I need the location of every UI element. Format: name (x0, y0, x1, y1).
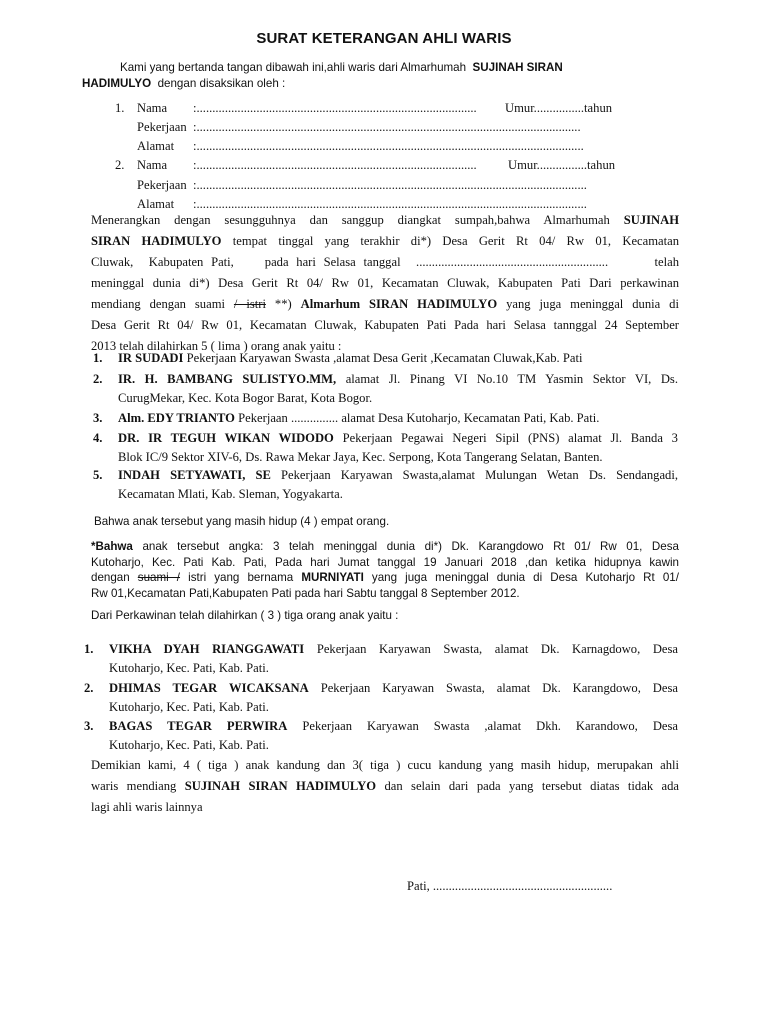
list-item (118, 466, 678, 484)
declaration-text: Menerangkan dengan sesungguhnya dan sanggup diangkat sumpah,bahwa Almarhumah (91, 213, 610, 227)
grandchild-detail-cont: Kutoharjo, Kec. Pati, Kab. Pati. (109, 661, 269, 675)
child-name: IR. H. BAMBANG SULISTYO.MM, (118, 372, 337, 386)
child-death-text: anak tersebut angka: 3 telah meninggal dunia di*) Dk. Karangdowo Rt 01/ Rw 01, Desa (142, 540, 679, 553)
closing-line-3: lagi ahli waris lainnya (91, 800, 203, 814)
child-detail: Pekerjaan Pegawai Negeri Sipil (PNS) alamat Jl. Banda 3 (342, 431, 678, 445)
child-death-line-2: Kutoharjo, Kec. Pati Kab. Pati, Pada hari Jumat tanggal 19 Januari 2018 ,dan ketika hidupnya kawin (91, 555, 679, 569)
witness-number: 2. (115, 158, 125, 172)
struck-text: suami / (137, 571, 181, 584)
child-death-text: yang juga meninggal dunia di Desa Kutoharjo Rt 01/ (371, 571, 679, 584)
declaration-line-6: Desa Gerit Rt 04/ Rw 01, Kecamatan Cluwak, Kabupaten Pati Pada hari Selasa tannggal 24 September (91, 318, 679, 332)
witness-number: 1. (115, 101, 125, 115)
witness-nama-label: Nama (137, 101, 168, 115)
intro-line-1 (120, 60, 680, 76)
child-detail: alamat Jl. Pinang VI No.10 TM Yasmin Sektor VI, Ds. (345, 372, 678, 386)
child-detail-cont: CurugMekar, Kec. Kota Bogor Barat, Kota Bogor. (118, 391, 373, 405)
deceased-name: SUJINAH SIRAN HADIMULYO (184, 779, 377, 793)
child-detail-cont: Blok IC/9 Sektor XIV-6, Ds. Rawa Mekar Jaya, Kec. Serpong, Kota Tangerang Selatan, Banten. (118, 450, 603, 464)
closing-line-1: Demikian kami, 4 ( tiga ) anak kandung dan 3( tiga ) cucu kandung yang masih hidup, merupakan ahli (91, 758, 679, 772)
child-detail: Pekerjaan Karyawan Swasta,alamat Mulungan Wetan Ds. Sendangadi, (281, 468, 678, 482)
list-number: 2. (93, 372, 103, 386)
intro-text: Kami yang bertanda tangan dibawah ini,ahli waris dari Almarhumah (120, 61, 467, 74)
grandchildren-intro: Dari Perkawinan telah dilahirkan ( 3 ) tiga orang anak yaitu : (91, 609, 399, 622)
grandchild-name: BAGAS TEGAR PERWIRA (109, 719, 288, 733)
document-title: SURAT KETERANGAN AHLI WARIS (256, 30, 512, 47)
declaration-text: yang juga meninggal dunia di (506, 297, 679, 311)
list-number: 3. (84, 719, 94, 733)
closing-paragraph (91, 756, 679, 819)
child-death-paragraph (91, 539, 679, 601)
grandchild-name: DHIMAS TEGAR WICAKSANA (109, 681, 309, 695)
child-name: Alm. EDY TRIANTO (118, 411, 235, 425)
alive-statement: Bahwa anak tersebut yang masih hidup (4 ) empat orang. (94, 515, 390, 528)
child-death-text: istri yang bernama (188, 571, 294, 584)
deceased-name-part1: SUJINAH SIRAN (472, 61, 563, 74)
declaration-text: tempat tinggal yang terakhir di*) Desa Gerit Rt 04/ Rw 01, Kecamatan (232, 234, 679, 248)
child-detail-cont: Kecamatan Mlati, Kab. Sleman, Yogyakarta. (118, 487, 343, 501)
closing-text: waris mendiang (91, 779, 177, 793)
list-number: 5. (93, 468, 103, 482)
list-number: 3. (93, 411, 103, 425)
declaration-line-2 (91, 232, 679, 253)
witness-pekerjaan-label: Pekerjaan (137, 120, 187, 134)
child-death-text: dengan (91, 571, 130, 584)
grandchild-detail: Pekerjaan Karyawan Swasta, alamat Dk. Karangdowo, Desa (320, 681, 678, 695)
grandchild-name: VIKHA DYAH RIANGGAWATI (109, 642, 305, 656)
list-item (118, 349, 678, 367)
witness-pekerjaan-field: :.......................................................................................................................... (193, 120, 581, 134)
list-number: 1. (93, 351, 103, 365)
child-death-line-1 (91, 539, 679, 555)
spouse-name: MURNIYATI (301, 571, 364, 584)
declaration-line-1 (91, 211, 679, 232)
closing-text: dan selain dari pada yang tersebut diatas tidak ada (384, 779, 679, 793)
struck-text: / istri (233, 297, 266, 311)
child-detail: Pekerjaan ............... alamat Desa Kutoharjo, Kecamatan Pati, Kab. Pati. (238, 411, 600, 425)
grandchild-detail-cont: Kutoharjo, Kec. Pati, Kab. Pati. (109, 700, 269, 714)
spouse-name: Almarhum SIRAN HADIMULYO (300, 297, 498, 311)
witness-alamat-field: :........................................................................................................................... (193, 139, 584, 153)
list-item (109, 679, 678, 697)
witness-nama-label: Nama (137, 158, 168, 172)
witness-nama-field: :......................................................................................... (193, 101, 477, 115)
child-death-line-4: Rw 01,Kecamatan Pati,Kabupaten Pati pada hari Sabtu tanggal 8 September 2012. (91, 586, 520, 600)
witness-alamat-label: Alamat (137, 139, 175, 153)
deceased-name-part2: HADIMULYO (82, 77, 152, 90)
witness-umur-field: Umur................tahun (505, 101, 613, 115)
witness-nama-field: :......................................................................................... (193, 158, 477, 172)
list-item (109, 640, 678, 658)
child-detail: Pekerjaan Karyawan Swasta ,alamat Desa Gerit ,Kecamatan Cluwak,Kab. Pati (186, 351, 583, 365)
witness-umur-field: Umur................tahun (508, 158, 616, 172)
list-item (118, 370, 678, 388)
deceased-name: SIRAN HADIMULYO (91, 234, 222, 248)
deceased-name: SUJINAH (623, 213, 680, 227)
witness-pekerjaan-field: :............................................................................................................................ (193, 178, 587, 192)
grandchild-detail: Pekerjaan Karyawan Swasta, alamat Dk. Karnagdowo, Desa (316, 642, 679, 656)
intro-line-2 (82, 76, 285, 92)
grandchild-detail-cont: Kutoharjo, Kec. Pati, Kab. Pati. (109, 738, 269, 752)
child-death-line-3 (91, 570, 679, 586)
list-item (118, 429, 678, 447)
witness-alamat-label: Alamat (137, 197, 175, 211)
place-date-field: Pati, ......................................................... (407, 879, 613, 893)
intro-witness-text: dengan disaksikan oleh : (157, 77, 286, 90)
list-item (118, 409, 678, 427)
list-item (109, 717, 678, 735)
declaration-text: **) (274, 297, 292, 311)
declaration-text: mendiang dengan suami (91, 297, 225, 311)
grandchild-detail: Pekerjaan Karyawan Swasta ,alamat Dkh. Karandowo, Desa (302, 719, 678, 733)
child-name: DR. IR TEGUH WIKAN WIDODO (118, 431, 334, 445)
declaration-line-3: Cluwak, Kabupaten Pati, pada hari Selasa tanggal ............................................................. telah (91, 255, 679, 269)
declaration-paragraph (91, 211, 679, 358)
bahwa-label: *Bahwa (91, 540, 133, 553)
list-number: 1. (84, 642, 94, 656)
list-number: 2. (84, 681, 94, 695)
declaration-line-5 (91, 295, 679, 316)
declaration-line-7: 2013 telah dilahirkan 5 ( lima ) orang anak yaitu : (91, 339, 342, 353)
closing-line-2 (91, 777, 679, 798)
child-name: INDAH SETYAWATI, SE (118, 468, 271, 482)
child-name: IR SUDADI (118, 351, 184, 365)
witness-pekerjaan-label: Pekerjaan (137, 178, 187, 192)
declaration-line-4: meninggal dunia di*) Desa Gerit Rt 04/ Rw 01, Kecamatan Cluwak, Kabupaten Pati Dari perkawinan (91, 276, 679, 290)
list-number: 4. (93, 431, 103, 445)
witness-alamat-field: :............................................................................................................................ (193, 197, 587, 211)
